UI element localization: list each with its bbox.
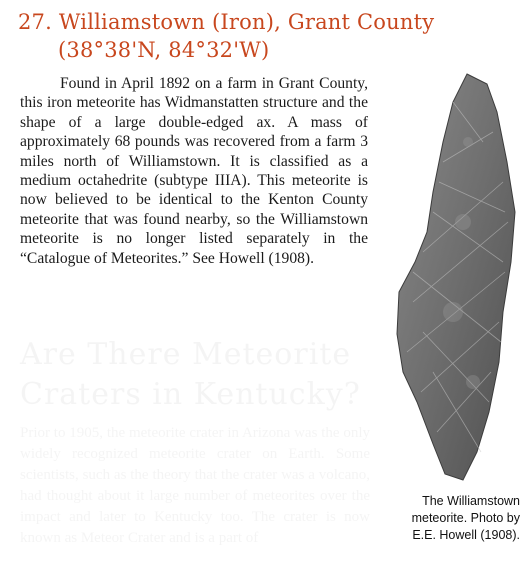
- section-heading-coordinates: (38°38'N, 84°32'W): [58, 38, 270, 62]
- bleed-through-text: [20, 335, 370, 549]
- photo-caption: The Williamstown meteorite. Photo by E.E. Howell (1908).: [411, 494, 520, 542]
- bleed-through-body: Prior to 1905, the meteorite crater in Arizona was the only widely recognized meteorite crater on Earth. Some scientists, such as the theory that the crater was a volcano, had thought about it large number of meteorites over the impact and later to Kentucky too. The crater is now known as Meteor Crater and is a part of: [20, 425, 370, 546]
- bleed-through-title: Are There Meteorite Craters in Kentucky?: [20, 337, 361, 412]
- body-paragraph: Found in April 1892 on a farm in Grant County, this iron meteorite has Widmanstatten structure and the shape of a large double-edged ax. A mass of approximately 68 pounds was recovered from a farm 3 miles north of Williamstown. It is classified as a medium octahedrite (subtype IIIA). This meteorite is now believed to be identical to the Kenton County meteorite that was found nearby, so the Williamstown meteorite is no longer listed separately in the “Catalogue of Meteorites.” See Howell (1908).: [20, 75, 368, 267]
- section-heading-line1: 27. Williamstown (Iron), Grant County: [18, 10, 435, 34]
- section-heading: [18, 8, 518, 64]
- meteorite-photo: [393, 72, 523, 482]
